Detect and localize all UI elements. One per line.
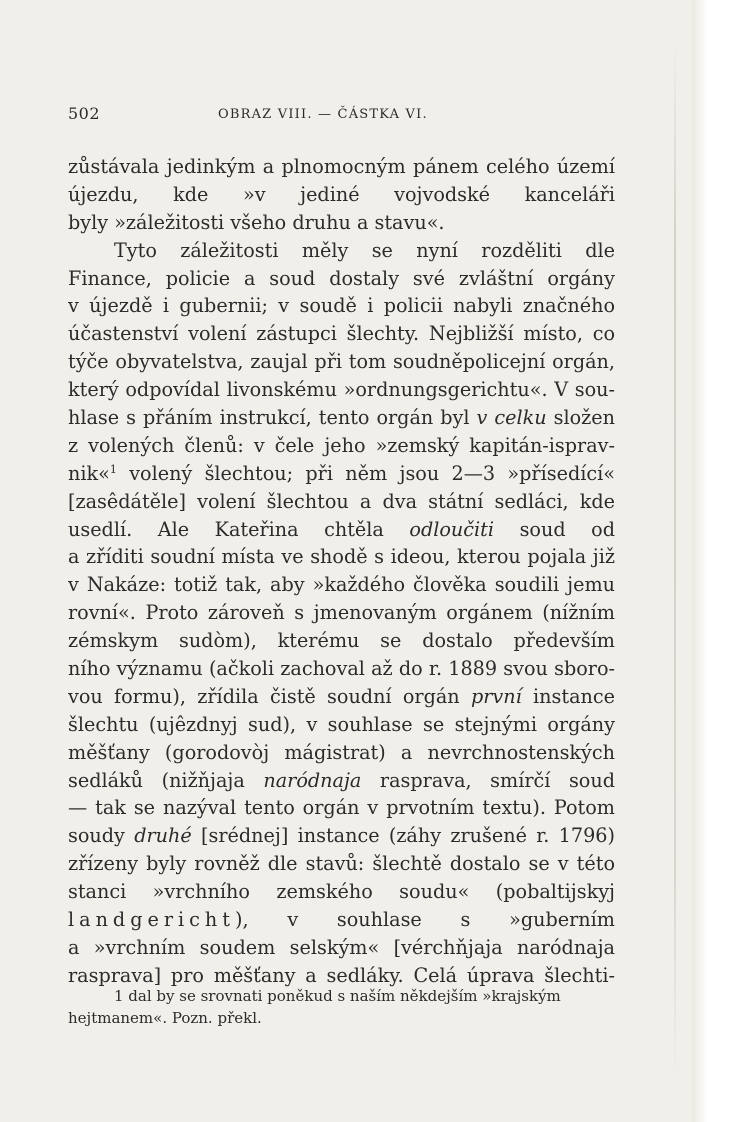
text-segment: stanci »vrchního zemského soudu« (pobaltijskyj <box>68 880 615 904</box>
spaced-text: landgericht <box>68 908 235 932</box>
text-line: Finance, policie a soud dostaly své zvláštní orgány <box>68 266 615 290</box>
text-line <box>68 516 615 544</box>
text-line: zémskym sudòm), kterému se dostalo především <box>68 629 615 653</box>
text-segment: sedláků (nižňjaja <box>68 768 245 792</box>
italic-text: druhé <box>134 824 192 848</box>
text-line: týče obyvatelstva, zaujal při tom soudněpolicejní orgán, <box>68 350 615 374</box>
text-line: z volených členů: v čele jeho »zemský kapitán-isprav- <box>68 433 615 457</box>
text-segment: soudy <box>68 824 125 848</box>
text-line: rovní«. Proto zároveň s jmenovaným orgánem (nížním <box>68 601 615 625</box>
text-line <box>68 878 615 906</box>
text-segment: rasprava, smírčí soud <box>379 768 615 792</box>
text-segment: vou formu), zřídila čistě soudní orgán <box>68 684 460 708</box>
text-line: Tyto záležitosti měly se nyní rozděliti dle <box>114 238 615 262</box>
text-segment: nik« <box>68 461 110 485</box>
italic-text: naródnaja <box>263 768 362 792</box>
italic-text: v celku <box>476 406 547 430</box>
page-number: 502 <box>68 104 101 123</box>
body-text <box>68 153 615 990</box>
text-line <box>68 683 615 711</box>
text-segment: soud od <box>519 517 615 541</box>
text-line: — tak se nazýval tento orgán v prvotním textu). Potom <box>68 796 615 820</box>
text-segment: složen <box>553 406 615 430</box>
text-segment: usedlí. Ale Kateřina chtěla <box>68 517 384 541</box>
footnote-line: hejtmanem«. Pozn. překl. <box>68 1009 262 1027</box>
text-line: ního významu (ačkoli zachoval až do r. 1889 svou sboro- <box>68 657 615 681</box>
text-segment: hlase s přáním instrukcí, tento orgán byl <box>68 406 470 430</box>
text-line: [zasêdátěle] volení šlechtou a dva státní sedláci, kde <box>68 489 615 513</box>
page-edge <box>692 0 738 1122</box>
italic-text: odloučiti <box>409 517 495 541</box>
text-line <box>68 404 615 432</box>
text-line <box>68 822 615 850</box>
text-line: v Nakáze: totiž tak, aby »každého člověka soudili jemu <box>68 573 615 597</box>
text-line: šlechtu (ujêzdnyj sud), v souhlase se stejnými orgány <box>68 712 615 736</box>
text-line: účastenství volení zástupci šlechty. Nejbližší místo, co <box>68 322 615 346</box>
text-line: zůstávala jedinkým a plnomocným pánem celého území <box>68 155 615 178</box>
running-head: OBRAZ VIII. — ČÁSTKA VI. <box>218 107 428 122</box>
text-line: a zříditi soudní místa ve shodě s ideou, kterou pojala již <box>68 545 615 569</box>
footnote-ref: 1 <box>109 462 117 476</box>
text-line <box>68 767 615 795</box>
text-line: a »vrchním soudem selským« [vérchňjaja naródnaja <box>68 935 615 959</box>
text-segment: volený šlechtou; při něm jsou 2—3 »přísedící« <box>129 461 615 485</box>
text-line: zřízeny byly rovněž dle stavů: šlechtě dostalo se v této <box>68 852 615 876</box>
text-line: měšťany (gorodovòj mágistrat) a nevrchnostenských <box>68 740 615 764</box>
text-segment: [srédnej] instance (záhy zrušené r. 1796) <box>201 824 615 848</box>
text-line: újezdu, kde »v jediné vojvodské kanceláři <box>68 182 615 206</box>
text-line: který odpovídal livonskému »ordnungsgerichtu«. V sou- <box>68 378 615 402</box>
page-header <box>68 104 628 128</box>
text-line <box>68 906 615 934</box>
text-line: rasprava] pro měšťany a sedláky. Celá úprava šlechti- <box>68 963 615 987</box>
text-line: byly »záležitosti všeho druhu a stavu«. <box>68 210 445 234</box>
text-line <box>68 460 615 488</box>
text-segment: instance <box>533 684 615 708</box>
text-line: v újezdě i gubernii; v soudě i policii nabyli značného <box>68 294 615 318</box>
text-segment: ), v souhlase s »guberním <box>234 908 615 932</box>
footnote <box>68 985 615 1029</box>
italic-text: první <box>470 684 522 708</box>
binding-shadow <box>674 40 676 1080</box>
footnote-line: 1 dal by se srovnati poněkud s naším někdejším »krajským <box>114 987 561 1005</box>
